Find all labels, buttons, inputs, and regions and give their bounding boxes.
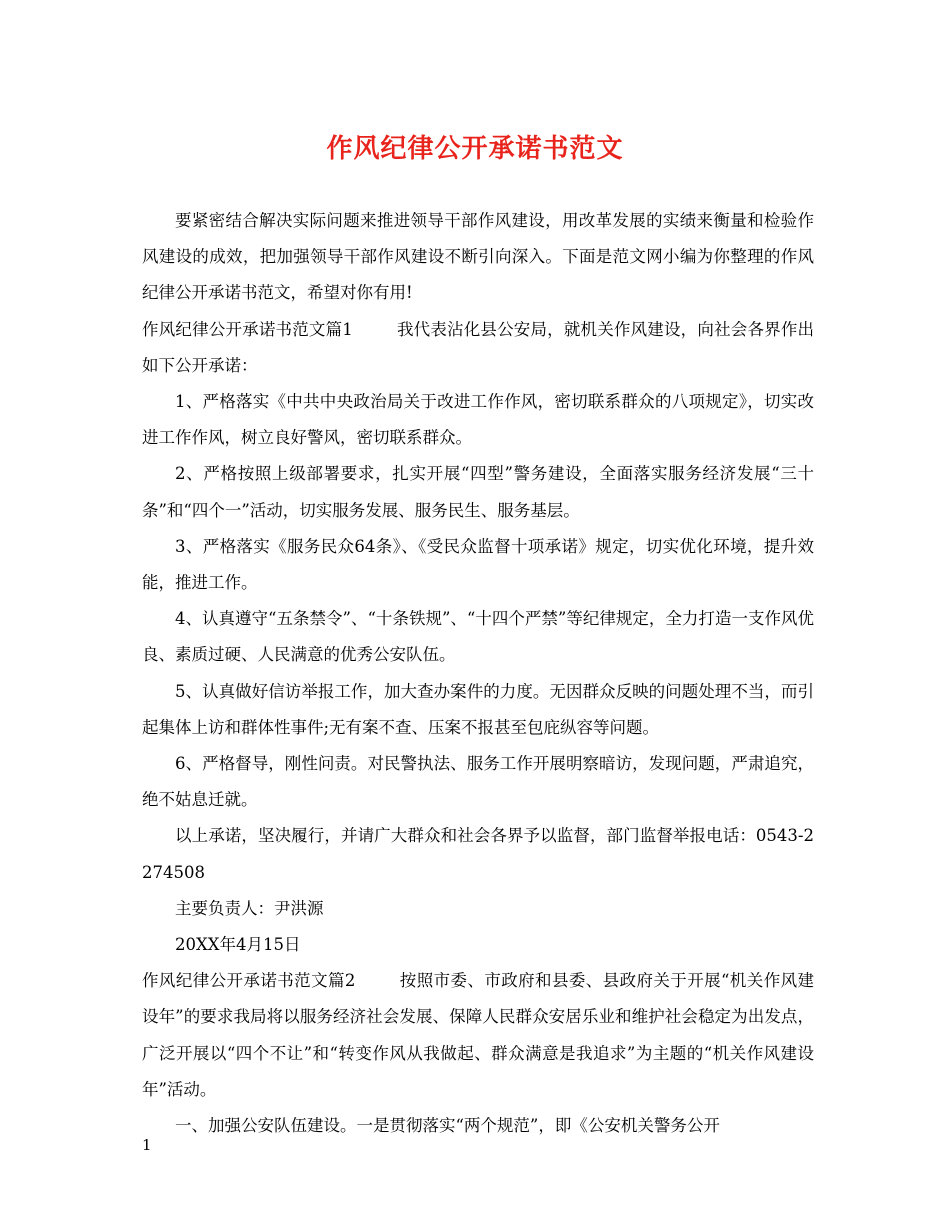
section-1-lead: 我代表沾化县公安局，就机关作风建设，向社会各界作出如下公开承诺： [142, 319, 815, 375]
document-body [142, 203, 814, 1144]
section-2-lead: 按照市委、市政府和县委、县政府关于开展“机关作风建设年”的要求我局将以服务经济社会发展、保障人民群众安居乐业和维护社会稳定为出发点，广泛开展以“四个不让”和“转变作风从我做起、群众满意是我追求”为主题的“机关作风建设年”活动。 [142, 971, 815, 1099]
signing-date: 20XX年4月15日 [175, 935, 301, 955]
document-title: 作风纪律公开承诺书范文 [326, 134, 624, 164]
section-1-paragraph [142, 312, 814, 384]
commitment-item-3: 3、严格落实《服务民众64条》、《受民众监督十项承诺》规定，切实优化环境，提升效能，推进工作。 [142, 536, 814, 593]
section-2-item-one: 一、加强公安队伍建设。一是贯彻落实“两个规范”，即《公安机关警务公开 [175, 1116, 720, 1136]
commitment-item-5: 5、认真做好信访举报工作，加大查办案件的力度。无因群众反映的问题处理不当，而引起集体上访和群体性事件;无有案不查、压案不报甚至包庇纵容等问题。 [142, 681, 814, 737]
page-number: 1 [142, 1136, 152, 1154]
section-2-heading: 作风纪律公开承诺书范文篇2 [142, 971, 356, 991]
commitment-item-1: 1、严格落实《中共中央政治局关于改进工作作风，密切联系群众的八项规定》，切实改进工作作风，树立良好警风，密切联系群众。 [142, 392, 814, 448]
intro-paragraph: 要紧密结合解决实际问题来推进领导干部作风建设，用改革发展的实绩来衡量和检验作风建设的成效，把加强领导干部作风建设不断引向深入。下面是范文网小编为你整理的作风纪律公开承诺书范文，希望对你有用! [142, 211, 814, 303]
commitment-item-6: 6、严格督导，刚性问责。对民警执法、服务工作开展明察暗访，发现问题，严肃追究，绝不姑息迁就。 [142, 754, 814, 810]
section-1-heading: 作风纪律公开承诺书范文篇1 [142, 319, 353, 339]
commitment-item-4: 4、认真遵守“五条禁令”、“十条铁规”、“十四个严禁”等纪律规定，全力打造一支作风优良、素质过硬、人民满意的优秀公安队伍。 [142, 609, 814, 665]
closing-paragraph: 以上承诺，坚决履行，并请广大群众和社会各界予以监督，部门监督举报电话：0543-2274508 [142, 826, 814, 882]
responsible-person: 主要负责人：尹洪源 [175, 898, 324, 918]
section-2-paragraph [142, 963, 814, 1108]
commitment-item-2: 2、严格按照上级部署要求，扎实开展“四型”警务建设，全面落实服务经济发展“三十条”和“四个一”活动，切实服务发展、服务民生、服务基层。 [142, 464, 814, 520]
